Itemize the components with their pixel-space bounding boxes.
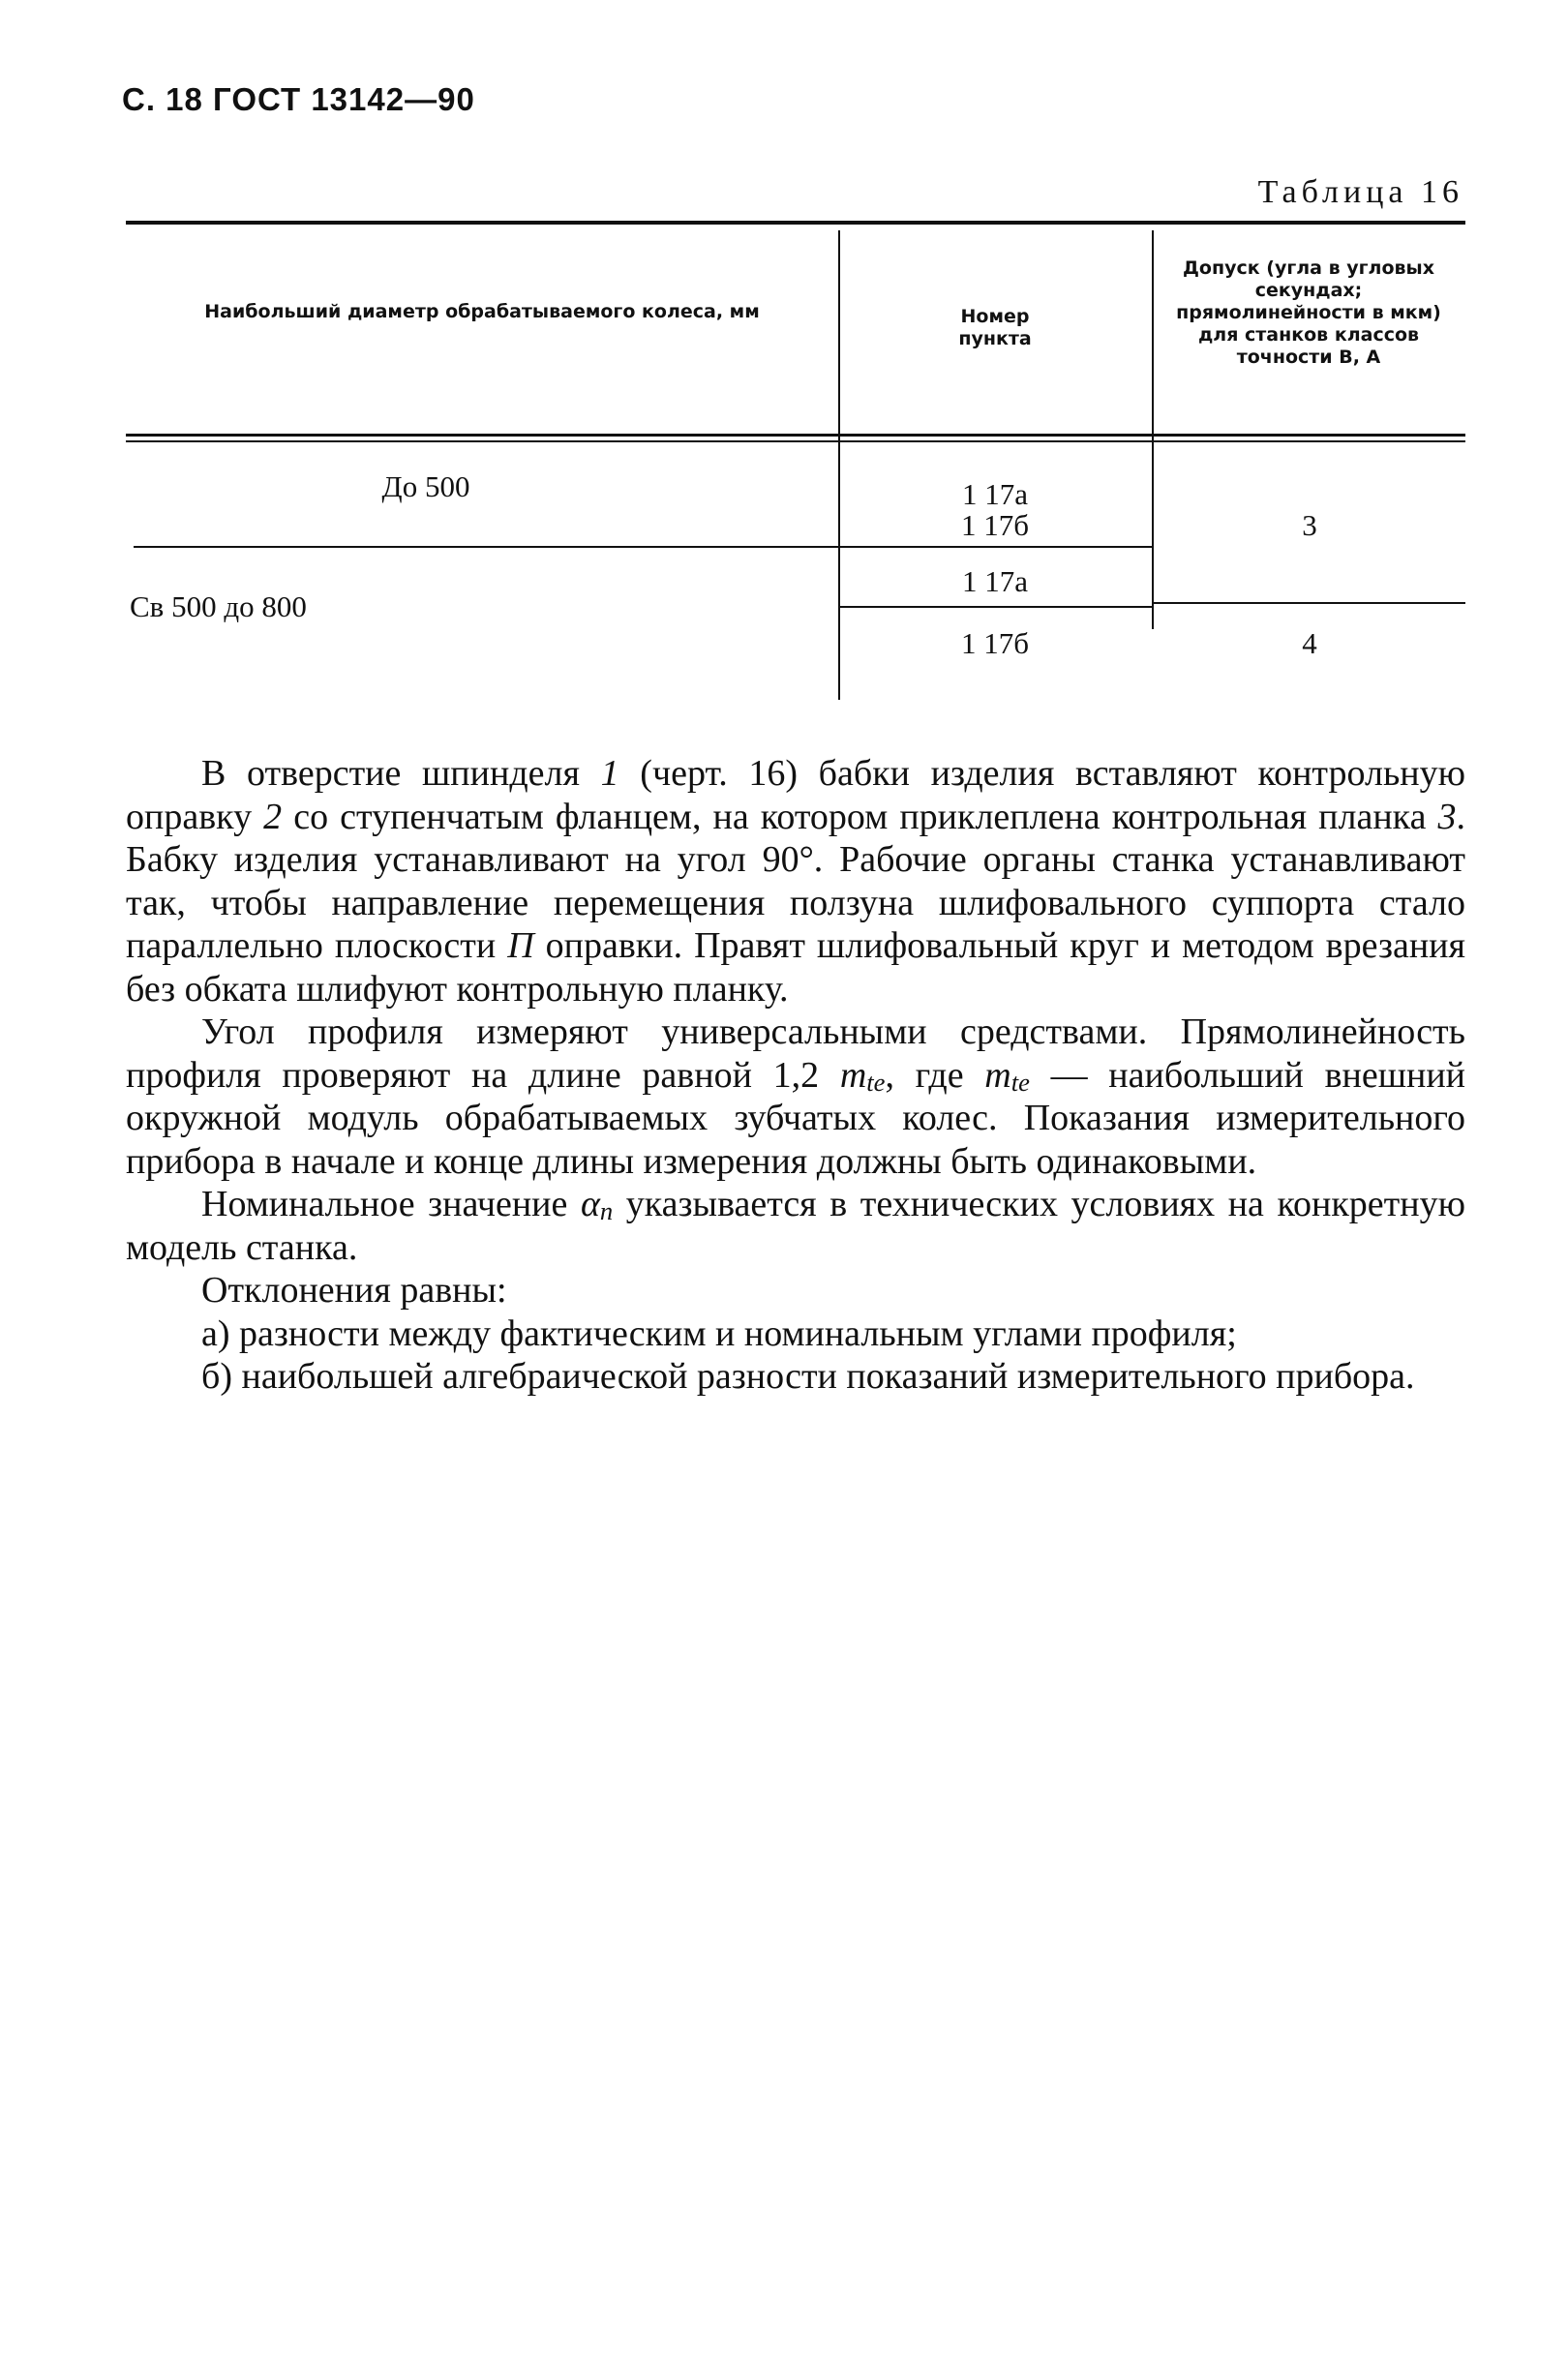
- p1-text-a: В отверстие шпинделя: [201, 753, 601, 794]
- item-separator-col2: [838, 606, 1154, 608]
- paragraph-setup: [126, 752, 1465, 1011]
- p1-ref-spindle: 1: [600, 753, 619, 794]
- p3-text-b: указывается в технических условиях на конкретную модель станка.: [126, 1184, 1465, 1268]
- row2-diameter: Св 500 до 800: [130, 589, 307, 623]
- column-header-item-number: [838, 306, 1152, 350]
- row1-diameter: До 500: [381, 469, 470, 503]
- p2-text-b: , где: [885, 1054, 985, 1096]
- p2-module-subscript-2: te: [1010, 1067, 1030, 1097]
- paragraph-nominal: [126, 1183, 1465, 1269]
- page-header: С. 18 ГОСТ 13142—90: [122, 81, 475, 117]
- row2-item-a: 1 17а: [961, 564, 1028, 598]
- deviation-item-a: а) разности между фактическим и номинальным углами профиля;: [201, 1312, 1237, 1354]
- deviation-item-b: б) наибольшей алгебраической разности показаний измерительного прибора.: [201, 1356, 1415, 1397]
- row1-item-b: 1 17б: [960, 508, 1030, 542]
- row2-item-b: 1 17б: [960, 626, 1030, 660]
- column-header-diameter: Наибольший диаметр обрабатываемого колеса, мм: [204, 301, 760, 322]
- column-header-tolerance: [1152, 257, 1465, 369]
- body-text: [126, 752, 1465, 1399]
- p1-text-c: со ступенчатым фланцем, на котором приклеплена контрольная планка: [282, 796, 1438, 837]
- column-header-tolerance-text: Допуск (угла в угловых секундах; прямолинейности в мкм) для станков классов точности В, А: [1176, 257, 1441, 368]
- paragraph-deviations: Отклонения равны:: [201, 1270, 507, 1311]
- p2-module-symbol-1: m: [839, 1054, 867, 1096]
- p1-text-d: . Бабку изделия устанавливают на угол 90°. Рабочие органы станка устанавливают так, чтобы направление перемещения ползуна шлифовального суппорта стало параллельно плоскости: [126, 796, 1465, 966]
- row1-item-a: 1 17а: [961, 477, 1028, 511]
- p2-text-c: — наибольший внешний окружной модуль обрабатываемых зубчатых колес. Показания измерительного прибора в начале и конце длины измерения должны быть одинаковыми.: [126, 1054, 1465, 1182]
- row2-tolerance: 4: [1302, 626, 1317, 660]
- p1-ref-mandrel: 2: [263, 796, 283, 837]
- p1-text-e: оправки. Правят шлифовальный круг и методом врезания без обката шлифуют контрольную планку.: [126, 925, 1465, 1010]
- p1-ref-plate: 3: [1437, 796, 1457, 837]
- p1-plane-symbol: П: [507, 925, 534, 966]
- p3-text-a: Номинальное значение: [201, 1184, 581, 1224]
- tolerance-separator: [1154, 602, 1465, 604]
- p3-alpha-symbol: α: [580, 1184, 600, 1224]
- header-rule-lower: [126, 440, 1465, 442]
- row-separator-col1: [134, 546, 840, 548]
- row-separator-col2: [838, 546, 1154, 548]
- p1-text-b: (черт. 16) бабки изделия вставляют контрольную оправку: [126, 753, 1466, 837]
- header-rule-upper: [126, 434, 1465, 437]
- tolerance-table: [126, 221, 1465, 700]
- p3-alpha-subscript: n: [599, 1196, 614, 1225]
- p2-text-a: Угол профиля измеряют универсальными средствами. Прямолинейность профиля проверяют на длине равной 1,2: [126, 1011, 1465, 1096]
- column-header-item-number-text: Номер пункта: [958, 306, 1032, 349]
- p2-module-symbol-2: m: [984, 1054, 1011, 1096]
- table-top-rule: [126, 221, 1465, 225]
- p2-module-subscript-1: te: [866, 1067, 886, 1097]
- paragraph-measurement: [126, 1011, 1465, 1183]
- row1-tolerance: 3: [1302, 508, 1317, 542]
- table-caption: Таблица 16: [1257, 174, 1463, 210]
